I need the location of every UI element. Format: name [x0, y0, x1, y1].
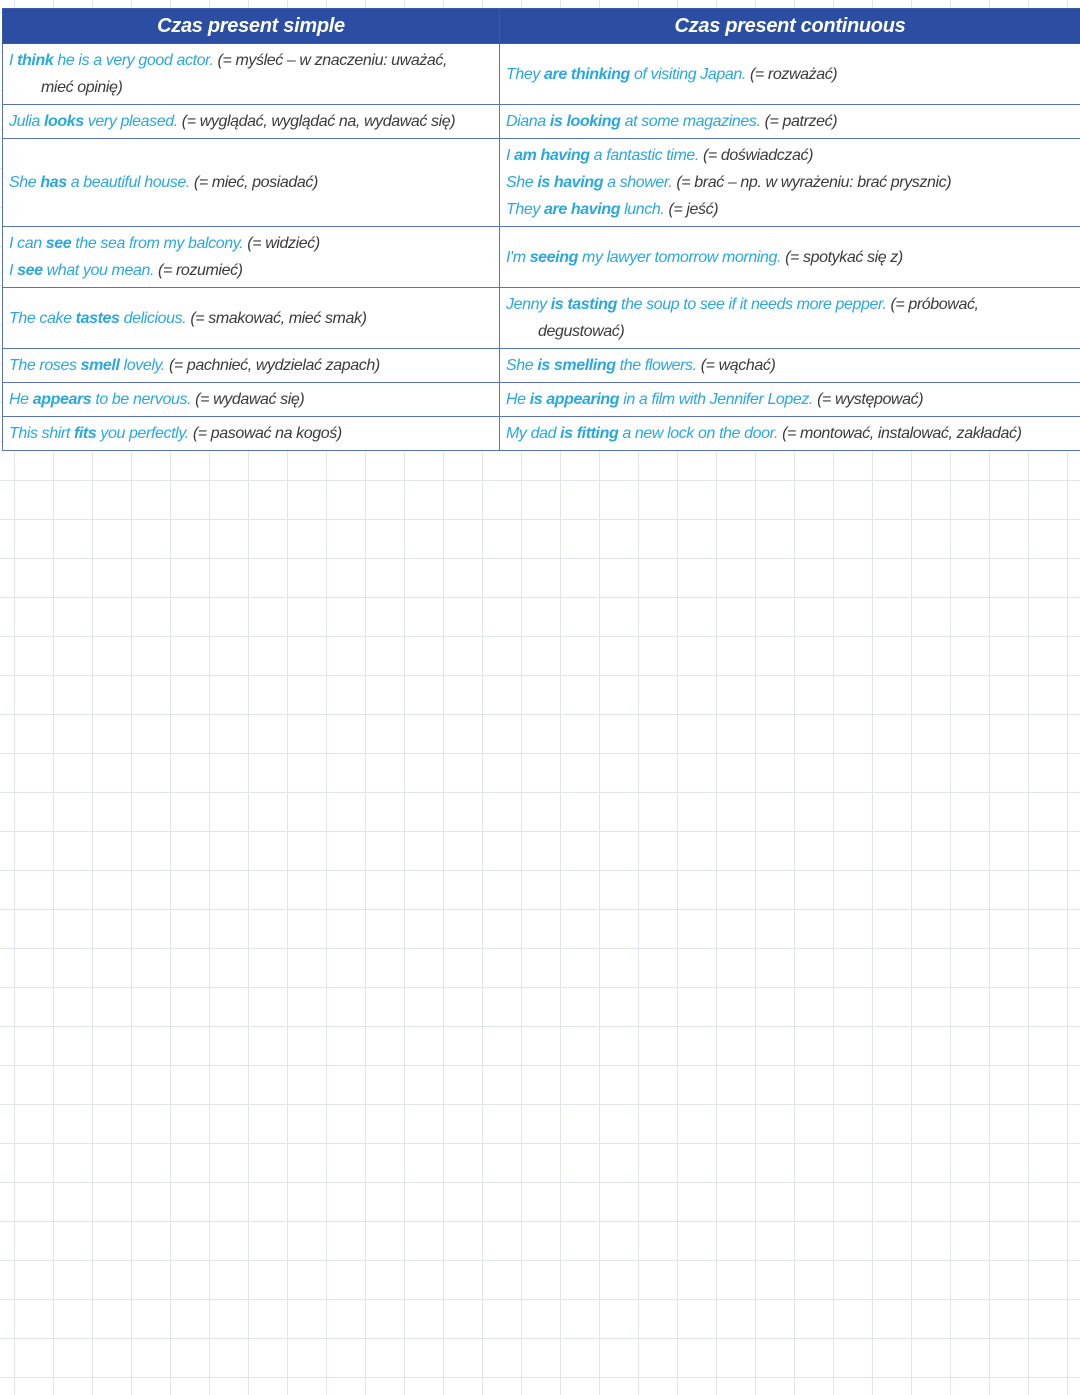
sentence-start: The roses — [9, 357, 81, 374]
table-row — [3, 349, 1080, 383]
sentence-start: I'm — [506, 248, 530, 266]
verb-keyword: am having — [514, 147, 590, 164]
sentence-end: at some magazines. — [620, 113, 761, 130]
sentence-start: I — [506, 147, 515, 164]
polish-gloss: (= wąchać) — [696, 357, 776, 374]
verb-keyword: are having — [544, 201, 621, 218]
table-cell-simple — [3, 288, 500, 349]
sentence-end: the flowers. — [615, 357, 697, 374]
table-cell-continuous — [500, 44, 1080, 105]
polish-gloss: (= wydawać się) — [191, 391, 305, 408]
table-cell-continuous — [500, 349, 1080, 383]
polish-gloss: (= mieć, posiadać) — [189, 174, 318, 191]
verb-keyword: is fitting — [560, 425, 619, 442]
sentence-end: the sea from my balcony. — [71, 235, 244, 252]
sentence-start: She — [9, 174, 41, 191]
polish-gloss: (= wyglądać, wyglądać na, wydawać się) — [177, 113, 456, 130]
sentence-start: She — [506, 357, 538, 374]
header-row — [3, 9, 1080, 44]
sentence-end: a beautiful house. — [66, 174, 190, 191]
example-sentence — [9, 305, 493, 332]
sentence-start: I — [9, 52, 18, 69]
polish-gloss: (= doświadczać) — [698, 147, 814, 164]
example-sentence — [9, 420, 493, 447]
sentence-start: I — [9, 262, 18, 279]
sentence-start: Jenny — [506, 296, 551, 313]
sentence-end: lunch. — [620, 201, 665, 218]
sentence-start: My dad — [506, 425, 561, 442]
sentence-end: to be nervous. — [91, 391, 192, 408]
sentence-start: They — [506, 201, 545, 218]
verb-keyword: is tasting — [550, 296, 617, 313]
table-body — [3, 44, 1080, 451]
table-row — [3, 383, 1080, 417]
polish-gloss: (= rozumieć) — [154, 262, 243, 279]
verb-keyword: smell — [80, 357, 120, 374]
table-cell-simple — [3, 227, 500, 288]
grammar-table — [2, 8, 1080, 451]
example-sentence — [506, 386, 1074, 413]
table-row — [3, 105, 1080, 139]
verb-keyword: see — [17, 262, 43, 279]
example-sentence — [506, 352, 1074, 379]
example-sentence — [506, 61, 1074, 88]
sentence-start: She — [506, 174, 538, 191]
example-sentence — [506, 291, 1074, 318]
table-row — [3, 44, 1080, 105]
verb-keyword: has — [40, 174, 67, 191]
table-cell-continuous — [500, 417, 1080, 451]
sentence-end: you perfectly. — [96, 425, 189, 442]
polish-gloss-continued: mieć opinię) — [41, 79, 123, 96]
table-row — [3, 288, 1080, 349]
polish-gloss: (= myśleć – w znaczeniu: uważać, — [213, 52, 448, 69]
verb-keyword: seeing — [529, 248, 578, 266]
table-row — [3, 227, 1080, 288]
example-sentence — [9, 230, 493, 257]
table-cell-continuous — [500, 227, 1080, 288]
polish-gloss: (= patrzeć) — [760, 113, 838, 130]
polish-gloss: (= brać – np. w wyrażeniu: brać prysznic) — [672, 174, 952, 191]
verb-keyword: are thinking — [544, 65, 630, 83]
table-cell-continuous — [500, 288, 1080, 349]
sentence-end: what you mean. — [42, 262, 154, 279]
table-cell-continuous — [500, 383, 1080, 417]
polish-gloss: (= występować) — [813, 391, 924, 408]
verb-keyword: see — [45, 235, 72, 252]
polish-gloss: (= smakować, mieć smak) — [186, 309, 367, 327]
sentence-start: Julia — [9, 113, 44, 130]
example-sentence — [9, 352, 493, 379]
polish-gloss: (= spotykać się z) — [781, 248, 903, 266]
header-present-simple: Czas present simple — [3, 9, 500, 44]
polish-gloss: (= próbować, — [886, 296, 979, 313]
sentence-end: in a film with Jennifer Lopez. — [619, 391, 814, 408]
sentence-end: a shower. — [603, 174, 673, 191]
sentence-start: He — [506, 391, 530, 408]
verb-keyword: appears — [32, 391, 92, 408]
polish-gloss: (= jeść) — [664, 201, 719, 218]
header-present-continuous: Czas present continuous — [500, 9, 1080, 44]
table-cell-simple — [3, 105, 500, 139]
sentence-start: They — [506, 65, 545, 83]
example-sentence — [506, 169, 1074, 196]
sentence-start: The cake — [9, 309, 76, 327]
example-sentence — [9, 169, 493, 196]
sentence-start: Diana — [506, 113, 550, 130]
table-cell-continuous — [500, 105, 1080, 139]
example-sentence — [9, 386, 493, 413]
sentence-end: the soup to see if it needs more pepper. — [617, 296, 887, 313]
polish-gloss-continued: degustować) — [538, 323, 625, 340]
example-sentence — [506, 420, 1074, 447]
example-sentence — [506, 196, 1074, 223]
verb-keyword: is smelling — [537, 357, 616, 374]
example-sentence — [9, 257, 493, 284]
example-sentence — [506, 142, 1074, 169]
table-cell-simple — [3, 349, 500, 383]
polish-gloss: (= pachnieć, wydzielać zapach) — [164, 357, 380, 374]
example-sentence — [506, 244, 1074, 271]
sentence-end: very pleased. — [83, 113, 178, 130]
table-cell-continuous — [500, 139, 1080, 227]
verb-keyword: think — [17, 52, 54, 69]
sentence-end: delicious. — [119, 309, 187, 327]
table-row — [3, 139, 1080, 227]
table-cell-simple — [3, 383, 500, 417]
table-row — [3, 417, 1080, 451]
table-cell-simple — [3, 139, 500, 227]
sentence-end: lovely. — [119, 357, 165, 374]
sentence-start: I can — [9, 235, 46, 252]
table-cell-simple — [3, 417, 500, 451]
verb-keyword: is having — [537, 174, 604, 191]
sentence-end: he is a very good actor. — [53, 52, 214, 69]
sentence-start: He — [9, 391, 33, 408]
verb-keyword: looks — [43, 113, 84, 130]
table-cell-simple — [3, 44, 500, 105]
sentence-end: a new lock on the door. — [618, 425, 779, 442]
verb-keyword: tastes — [75, 309, 120, 327]
sentence-end: my lawyer tomorrow morning. — [577, 248, 782, 266]
polish-gloss: (= montować, instalować, zakładać) — [778, 425, 1022, 442]
example-sentence — [506, 108, 1074, 135]
polish-gloss: (= pasować na kogoś) — [188, 425, 342, 442]
sentence-end: of visiting Japan. — [629, 65, 746, 83]
polish-gloss: (= widzieć) — [243, 235, 320, 252]
sentence-start: This shirt — [9, 425, 74, 442]
verb-keyword: is looking — [549, 113, 621, 130]
example-sentence — [9, 108, 493, 135]
example-sentence — [9, 47, 493, 74]
polish-gloss: (= rozważać) — [745, 65, 838, 83]
verb-keyword: is appearing — [529, 391, 620, 408]
verb-keyword: fits — [73, 425, 97, 442]
grammar-sheet — [2, 8, 1080, 451]
sentence-end: a fantastic time. — [589, 147, 699, 164]
